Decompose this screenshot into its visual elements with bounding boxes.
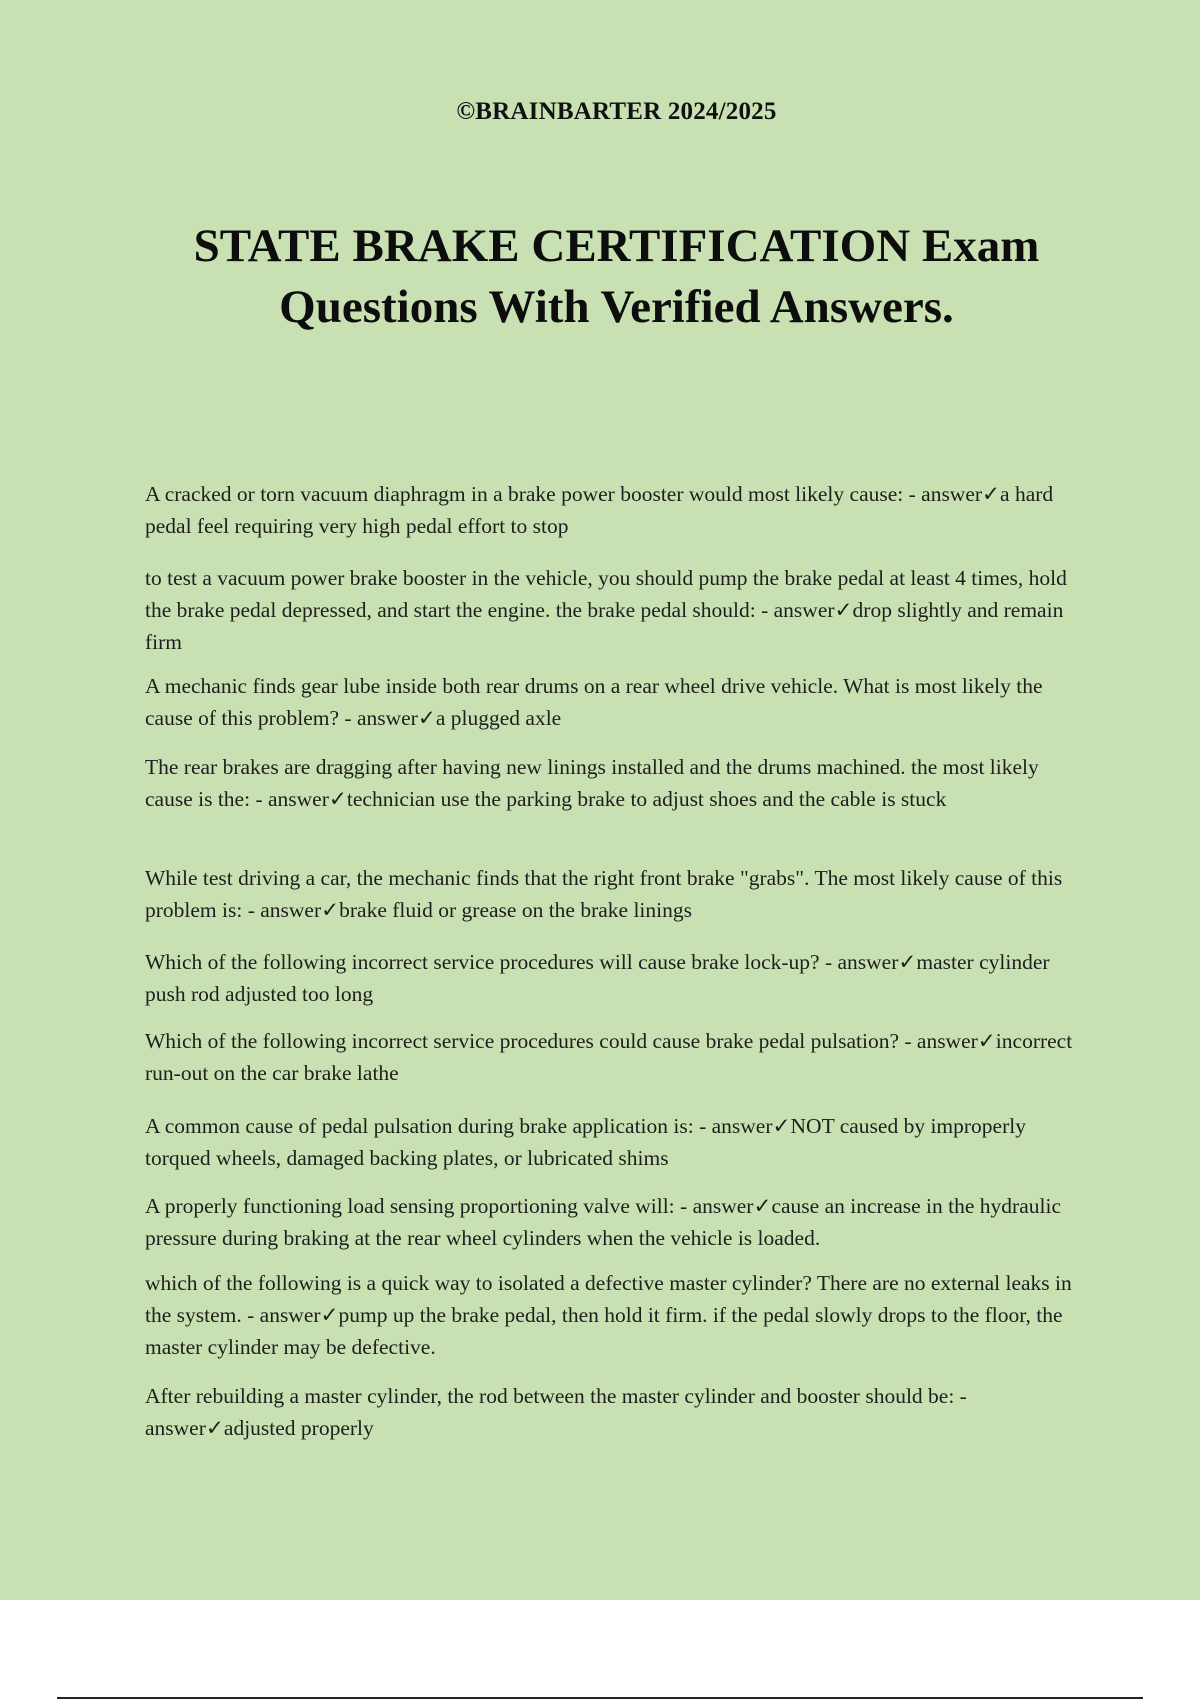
qa-item-10: which of the following is a quick way to isolated a defective master cylinder? There are no external leaks in the system. - answer✓pump up the brake pedal, then hold it firm. if the pedal slowly drops to the floor, the master cylinder may be defective.	[145, 1271, 1072, 1359]
qa-item-2: to test a vacuum power brake booster in the vehicle, you should pump the brake pedal at least 4 times, hold the brake pedal depressed, and start the engine. the brake pedal should: - answer✓drop slightly and remain firm	[145, 566, 1067, 654]
footer-divider	[57, 1697, 1143, 1699]
title-line-2: Questions With Verified Answers.	[279, 281, 954, 333]
qa-item-8: A common cause of pedal pulsation during brake application is: - answer✓NOT caused by improperly torqued wheels, damaged backing plates, or lubricated shims	[145, 1114, 1026, 1170]
title-line-1: STATE BRAKE CERTIFICATION Exam	[193, 220, 1040, 272]
qa-item-1: A cracked or torn vacuum diaphragm in a brake power booster would most likely cause: - answer✓a hard pedal feel requiring very high pedal effort to stop	[145, 482, 1054, 538]
qa-item-3: A mechanic finds gear lube inside both rear drums on a rear wheel drive vehicle. What is most likely the cause of this problem? - answer✓a plugged axle	[145, 674, 1043, 730]
qa-item-6: Which of the following incorrect service procedures will cause brake lock-up? - answer✓master cylinder push rod adjusted too long	[145, 950, 1050, 1006]
qa-item-5: While test driving a car, the mechanic finds that the right front brake "grabs". The most likely cause of this problem is: - answer✓brake fluid or grease on the brake linings	[145, 866, 1063, 922]
page-title	[0, 216, 1200, 338]
qa-item-7: Which of the following incorrect service procedures could cause brake pedal pulsation? - answer✓incorrect run-out on the car brake lathe	[145, 1029, 1073, 1085]
copyright-header: ©BRAINBARTER 2024/2025	[456, 98, 777, 125]
qa-item-11: After rebuilding a master cylinder, the rod between the master cylinder and booster should be: - answer✓adjusted properly	[145, 1384, 967, 1440]
qa-item-9: A properly functioning load sensing proportioning valve will: - answer✓cause an increase in the hydraulic pressure during braking at the rear wheel cylinders when the vehicle is loaded.	[145, 1194, 1061, 1250]
qa-item-4: The rear brakes are dragging after having new linings installed and the drums machined. the most likely cause is the: - answer✓technician use the parking brake to adjust shoes and the cable is stuck	[145, 755, 1039, 811]
